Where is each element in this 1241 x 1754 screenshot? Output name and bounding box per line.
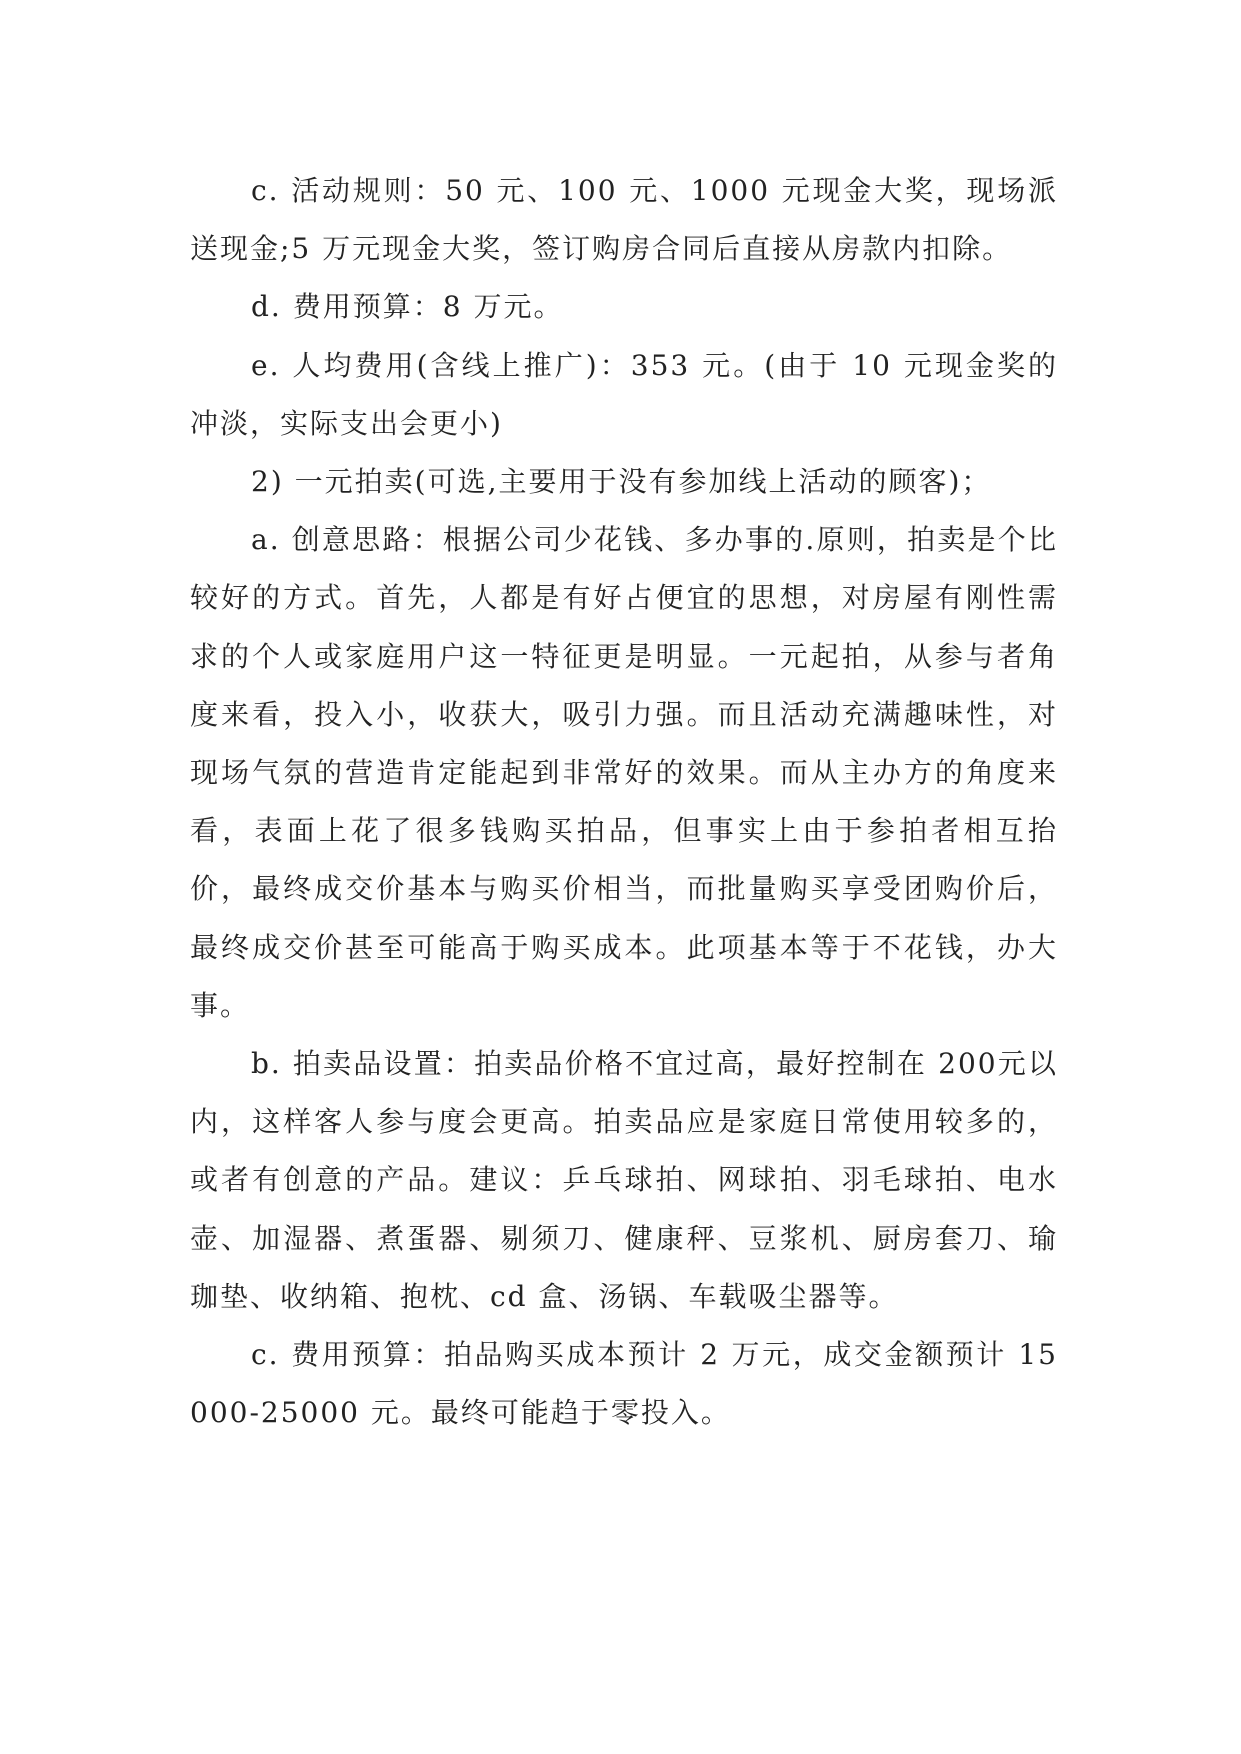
document-body — [190, 162, 1058, 1442]
paragraph-per-capita-cost: e. 人均费用(含线上推广)：353 元。(由于 10 元现金奖的冲淡，实际支出会更小) — [190, 348, 1058, 440]
paragraph-creative-idea: a. 创意思路：根据公司少花钱、多办事的.原则，拍卖是个比较好的方式。首先，人都是有好占便宜的思想，对房屋有刚性需求的个人或家庭用户这一特征更是明显。一元起拍，从参与者角度来看，投入小，收获大，吸引力强。而且活动充满趣味性，对现场气氛的营造肯定能起到非常好的效果。而从主办方的角度来看，表面上花了很多钱购买拍品，但事实上由于参拍者相互抬价，最终成交价基本与购买价相当，而批量购买享受团购价后，最终成交价甚至可能高于购买成本。此项基本等于不花钱，办大事。 — [190, 523, 1058, 1022]
paragraph-cost-budget: d. 费用预算：8 万元。 — [251, 290, 564, 324]
paragraph-auction-heading: 2) 一元拍卖(可选,主要用于没有参加线上活动的顾客)； — [251, 465, 992, 499]
paragraph-auction-items: b. 拍卖品设置：拍卖品价格不宜过高，最好控制在 200元以内，这样客人参与度会更高。拍卖品应是家庭日常使用较多的，或者有创意的产品。建议：乒乓球拍、网球拍、羽毛球拍、电水壶、加湿器、煮蛋器、剔须刀、健康秤、豆浆机、厨房套刀、瑜珈垫、收纳箱、抱枕、cd 盒、汤锅、车载吸尘器等。 — [190, 1047, 1058, 1313]
paragraph-activity-rules: c. 活动规则：50 元、100 元、1000 元现金大奖，现场派送现金;5 万元现金大奖，签订购房合同后直接从房款内扣除。 — [190, 174, 1058, 266]
paragraph-auction-budget: c. 费用预算：拍品购买成本预计 2 万元，成交金额预计 15000-25000 元。最终可能趋于零投入。 — [190, 1338, 1058, 1430]
